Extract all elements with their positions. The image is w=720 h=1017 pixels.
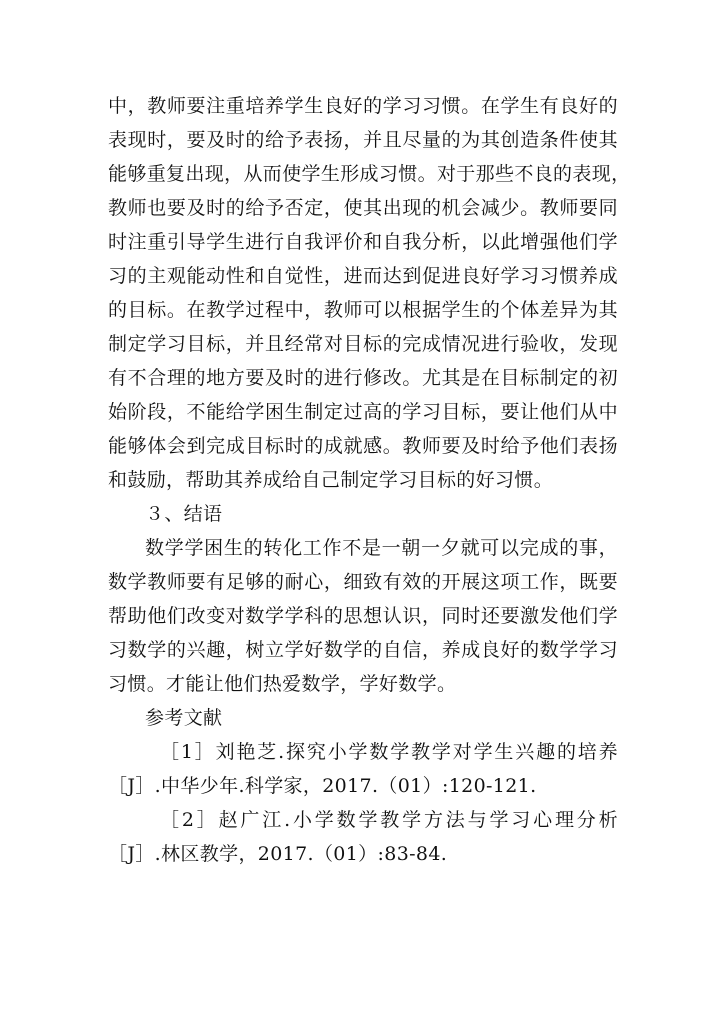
body-text-line: 始阶段，不能给学困生制定过高的学习目标，要让他们从中 (108, 401, 618, 423)
body-text-line: 数学学困生的转化工作不是一朝一夕就可以完成的事， (145, 537, 618, 559)
body-text-line: 能够重复出现，从而使学生形成习惯。对于那些不良的表现， (108, 163, 631, 185)
body-text-line: 表现时，要及时的给予表扬，并且尽量的为其创造条件使其 (108, 129, 618, 151)
body-text-line: 习惯。才能让他们热爱数学，学好数学。 (108, 673, 457, 695)
body-text-line: 习的主观能动性和自觉性，进而达到促进良好学习习惯养成 (108, 265, 618, 287)
body-text-line: 能够体会到完成目标时的成就感。教师要及时给予他们表扬 (108, 435, 618, 457)
body-text-line: 帮助他们改变对数学学科的思想认识，同时还要激发他们学 (108, 605, 618, 627)
section-heading: ３、结语 (145, 503, 223, 525)
reference-item-line: ［2］赵广江.小学数学教学方法与学习心理分析 (160, 809, 618, 831)
body-text-line: 有不合理的地方要及时的进行修改。尤其是在目标制定的初 (108, 367, 618, 389)
body-text-line: 时注重引导学生进行自我评价和自我分析，以此增强他们学 (108, 231, 618, 253)
body-text-line: 数学教师要有足够的耐心，细致有效的开展这项工作，既要 (108, 571, 618, 593)
reference-item-line: ［J］.中华少年.科学家，2017.（01）:120-121. (108, 775, 537, 797)
body-text-line: 和鼓励，帮助其养成给自己制定学习目标的好习惯。 (108, 469, 554, 491)
body-text-line: 的目标。在教学过程中，教师可以根据学生的个体差异为其 (108, 299, 618, 321)
body-text-line: 教师也要及时的给予否定，使其出现的机会减少。教师要同 (108, 197, 618, 219)
reference-item-line: ［J］.林区教学，2017.（01）:83-84. (108, 843, 448, 865)
reference-item-line: ［1］刘艳芝.探究小学数学教学对学生兴趣的培养 (160, 741, 618, 763)
body-text-line: 中，教师要注重培养学生良好的学习习惯。在学生有良好的 (108, 95, 618, 117)
body-text-line: 制定学习目标，并且经常对目标的完成情况进行验收，发现 (108, 333, 618, 355)
references-heading: 参考文献 (145, 707, 223, 729)
body-text-line: 习数学的兴趣，树立学好数学的自信，养成良好的数学学习 (108, 639, 618, 661)
